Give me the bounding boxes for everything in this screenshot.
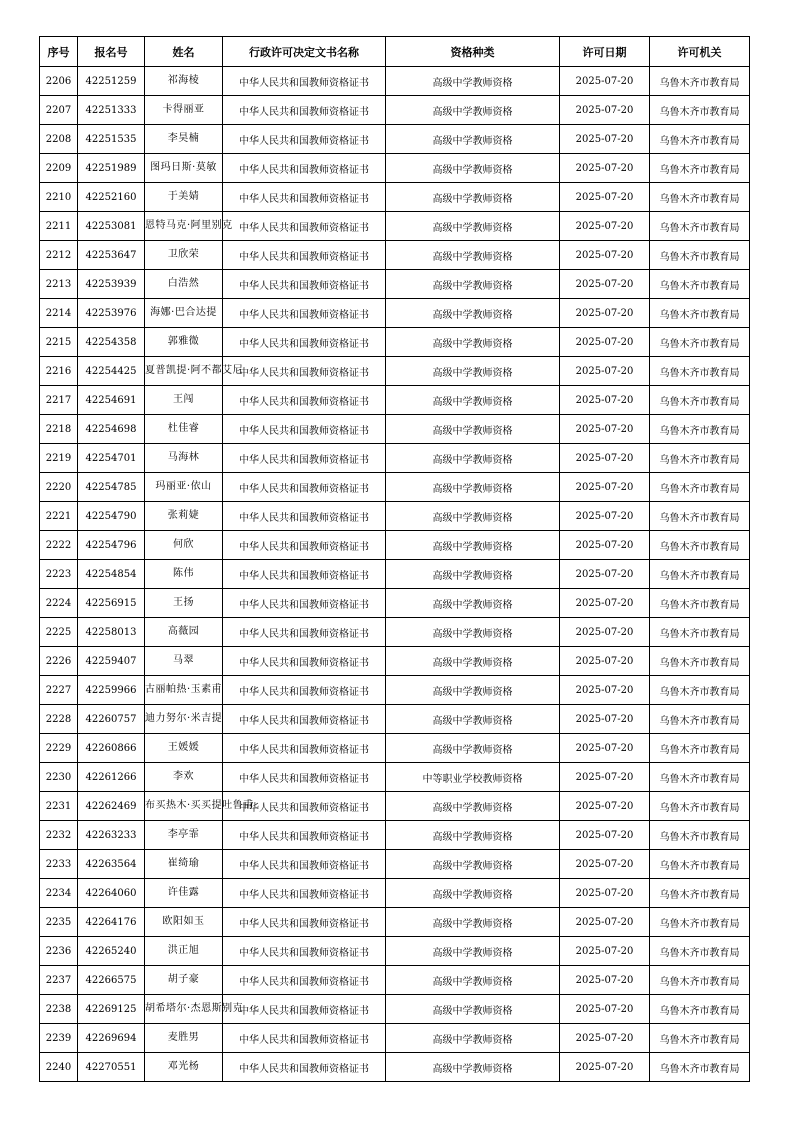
cell-license-authority: 乌鲁木齐市教育局 — [650, 676, 750, 705]
cell-registration-number: 42258013 — [78, 618, 145, 647]
cell-license-date: 2025-07-20 — [560, 473, 650, 502]
cell-license-date: 2025-07-20 — [560, 589, 650, 618]
cell-index: 2233 — [40, 850, 78, 879]
cell-name: 恩特马克·阿里别克 — [145, 212, 223, 241]
cell-license-authority: 乌鲁木齐市教育局 — [650, 1024, 750, 1053]
table-row — [40, 531, 750, 560]
cell-qualification-type: 高级中学教师资格 — [386, 618, 560, 647]
table-row — [40, 357, 750, 386]
cell-name: 胡希塔尔·杰恩斯别克 — [145, 995, 223, 1024]
cell-name: 夏普凯提·阿不都艾尼 — [145, 357, 223, 386]
cell-document-name: 中华人民共和国教师资格证书 — [223, 183, 386, 212]
cell-name: 张莉婕 — [145, 502, 223, 531]
cell-name: 古丽帕热·玉素甫 — [145, 676, 223, 705]
cell-license-authority: 乌鲁木齐市教育局 — [650, 705, 750, 734]
table-row — [40, 821, 750, 850]
cell-license-date: 2025-07-20 — [560, 995, 650, 1024]
cell-registration-number: 42264176 — [78, 908, 145, 937]
cell-name: 王扬 — [145, 589, 223, 618]
cell-index: 2227 — [40, 676, 78, 705]
cell-qualification-type: 高级中学教师资格 — [386, 67, 560, 96]
table-row — [40, 560, 750, 589]
cell-qualification-type: 高级中学教师资格 — [386, 183, 560, 212]
table-row — [40, 763, 750, 792]
cell-qualification-type: 高级中学教师资格 — [386, 995, 560, 1024]
table-row — [40, 154, 750, 183]
cell-license-date: 2025-07-20 — [560, 1024, 650, 1053]
table-row — [40, 705, 750, 734]
cell-registration-number: 42266575 — [78, 966, 145, 995]
cell-document-name: 中华人民共和国教师资格证书 — [223, 125, 386, 154]
cell-index: 2209 — [40, 154, 78, 183]
cell-license-authority: 乌鲁木齐市教育局 — [650, 212, 750, 241]
cell-name: 布买热木·买买提吐鲁甫 — [145, 792, 223, 821]
cell-document-name: 中华人民共和国教师资格证书 — [223, 299, 386, 328]
cell-index: 2231 — [40, 792, 78, 821]
cell-license-date: 2025-07-20 — [560, 299, 650, 328]
cell-registration-number: 42254358 — [78, 328, 145, 357]
cell-registration-number: 42254854 — [78, 560, 145, 589]
cell-qualification-type: 高级中学教师资格 — [386, 212, 560, 241]
table-row — [40, 1024, 750, 1053]
cell-registration-number: 42254425 — [78, 357, 145, 386]
cell-document-name: 中华人民共和国教师资格证书 — [223, 879, 386, 908]
cell-index: 2216 — [40, 357, 78, 386]
cell-name: 陈伟 — [145, 560, 223, 589]
cell-document-name: 中华人民共和国教师资格证书 — [223, 676, 386, 705]
cell-document-name: 中华人民共和国教师资格证书 — [223, 386, 386, 415]
table-row — [40, 734, 750, 763]
cell-name: 杜佳睿 — [145, 415, 223, 444]
cell-index: 2222 — [40, 531, 78, 560]
cell-license-date: 2025-07-20 — [560, 386, 650, 415]
cell-license-authority: 乌鲁木齐市教育局 — [650, 473, 750, 502]
cell-document-name: 中华人民共和国教师资格证书 — [223, 270, 386, 299]
table-row — [40, 618, 750, 647]
cell-license-authority: 乌鲁木齐市教育局 — [650, 821, 750, 850]
cell-license-date: 2025-07-20 — [560, 96, 650, 125]
cell-document-name: 中华人民共和国教师资格证书 — [223, 96, 386, 125]
cell-registration-number: 42251989 — [78, 154, 145, 183]
cell-index: 2219 — [40, 444, 78, 473]
cell-license-authority: 乌鲁木齐市教育局 — [650, 647, 750, 676]
table-row — [40, 241, 750, 270]
table-header-row — [40, 37, 750, 67]
cell-index: 2234 — [40, 879, 78, 908]
table-row — [40, 937, 750, 966]
cell-name: 图玛日斯·莫敏 — [145, 154, 223, 183]
cell-qualification-type: 高级中学教师资格 — [386, 850, 560, 879]
cell-name: 祁海棱 — [145, 67, 223, 96]
cell-name: 迪力努尔·米吉提 — [145, 705, 223, 734]
table-row — [40, 386, 750, 415]
cell-license-authority: 乌鲁木齐市教育局 — [650, 502, 750, 531]
table-row — [40, 1053, 750, 1082]
cell-document-name: 中华人民共和国教师资格证书 — [223, 589, 386, 618]
cell-license-date: 2025-07-20 — [560, 415, 650, 444]
cell-name: 高薇园 — [145, 618, 223, 647]
cell-license-date: 2025-07-20 — [560, 647, 650, 676]
cell-license-date: 2025-07-20 — [560, 821, 650, 850]
table-row — [40, 270, 750, 299]
cell-registration-number: 42269125 — [78, 995, 145, 1024]
cell-license-date: 2025-07-20 — [560, 705, 650, 734]
cell-document-name: 中华人民共和国教师资格证书 — [223, 357, 386, 386]
cell-name: 白浩然 — [145, 270, 223, 299]
cell-name: 胡子豪 — [145, 966, 223, 995]
cell-document-name: 中华人民共和国教师资格证书 — [223, 444, 386, 473]
cell-license-date: 2025-07-20 — [560, 357, 650, 386]
cell-document-name: 中华人民共和国教师资格证书 — [223, 415, 386, 444]
cell-qualification-type: 高级中学教师资格 — [386, 1053, 560, 1082]
cell-document-name: 中华人民共和国教师资格证书 — [223, 792, 386, 821]
cell-registration-number: 42253976 — [78, 299, 145, 328]
cell-document-name: 中华人民共和国教师资格证书 — [223, 850, 386, 879]
table-row — [40, 67, 750, 96]
cell-index: 2223 — [40, 560, 78, 589]
cell-registration-number: 42251333 — [78, 96, 145, 125]
cell-name: 马翠 — [145, 647, 223, 676]
table-body — [40, 67, 750, 1082]
cell-index: 2226 — [40, 647, 78, 676]
cell-license-date: 2025-07-20 — [560, 560, 650, 589]
table-row — [40, 125, 750, 154]
cell-license-date: 2025-07-20 — [560, 879, 650, 908]
table-row — [40, 676, 750, 705]
table-row — [40, 415, 750, 444]
cell-license-authority: 乌鲁木齐市教育局 — [650, 763, 750, 792]
cell-document-name: 中华人民共和国教师资格证书 — [223, 154, 386, 183]
cell-license-date: 2025-07-20 — [560, 328, 650, 357]
cell-license-authority: 乌鲁木齐市教育局 — [650, 183, 750, 212]
cell-license-date: 2025-07-20 — [560, 763, 650, 792]
col-header-qualification-type: 资格种类 — [386, 37, 560, 67]
cell-qualification-type: 中等职业学校教师资格 — [386, 763, 560, 792]
cell-qualification-type: 高级中学教师资格 — [386, 299, 560, 328]
cell-registration-number: 42253939 — [78, 270, 145, 299]
cell-index: 2214 — [40, 299, 78, 328]
cell-index: 2208 — [40, 125, 78, 154]
cell-document-name: 中华人民共和国教师资格证书 — [223, 1024, 386, 1053]
cell-license-authority: 乌鲁木齐市教育局 — [650, 125, 750, 154]
cell-license-date: 2025-07-20 — [560, 67, 650, 96]
col-header-registration-number: 报名号 — [78, 37, 145, 67]
document-page — [39, 36, 750, 1082]
cell-name: 王媛媛 — [145, 734, 223, 763]
col-header-name: 姓名 — [145, 37, 223, 67]
cell-document-name: 中华人民共和国教师资格证书 — [223, 67, 386, 96]
cell-name: 卫欣荣 — [145, 241, 223, 270]
cell-index: 2225 — [40, 618, 78, 647]
cell-license-authority: 乌鲁木齐市教育局 — [650, 879, 750, 908]
cell-index: 2239 — [40, 1024, 78, 1053]
cell-license-authority: 乌鲁木齐市教育局 — [650, 96, 750, 125]
cell-license-authority: 乌鲁木齐市教育局 — [650, 589, 750, 618]
cell-document-name: 中华人民共和国教师资格证书 — [223, 531, 386, 560]
cell-qualification-type: 高级中学教师资格 — [386, 560, 560, 589]
cell-index: 2220 — [40, 473, 78, 502]
cell-name: 何欣 — [145, 531, 223, 560]
cell-registration-number: 42254698 — [78, 415, 145, 444]
cell-registration-number: 42260866 — [78, 734, 145, 763]
cell-license-authority: 乌鲁木齐市教育局 — [650, 966, 750, 995]
cell-document-name: 中华人民共和国教师资格证书 — [223, 763, 386, 792]
cell-license-authority: 乌鲁木齐市教育局 — [650, 386, 750, 415]
cell-index: 2211 — [40, 212, 78, 241]
cell-registration-number: 42256915 — [78, 589, 145, 618]
cell-document-name: 中华人民共和国教师资格证书 — [223, 241, 386, 270]
cell-license-date: 2025-07-20 — [560, 1053, 650, 1082]
cell-name: 李昊楠 — [145, 125, 223, 154]
cell-license-authority: 乌鲁木齐市教育局 — [650, 531, 750, 560]
cell-registration-number: 42254790 — [78, 502, 145, 531]
cell-document-name: 中华人民共和国教师资格证书 — [223, 502, 386, 531]
cell-document-name: 中华人民共和国教师资格证书 — [223, 995, 386, 1024]
cell-name: 郭雅微 — [145, 328, 223, 357]
cell-license-authority: 乌鲁木齐市教育局 — [650, 908, 750, 937]
cell-license-date: 2025-07-20 — [560, 241, 650, 270]
table-row — [40, 299, 750, 328]
cell-license-authority: 乌鲁木齐市教育局 — [650, 328, 750, 357]
cell-index: 2237 — [40, 966, 78, 995]
cell-license-authority: 乌鲁木齐市教育局 — [650, 241, 750, 270]
cell-license-authority: 乌鲁木齐市教育局 — [650, 444, 750, 473]
cell-qualification-type: 高级中学教师资格 — [386, 357, 560, 386]
cell-license-authority: 乌鲁木齐市教育局 — [650, 270, 750, 299]
cell-document-name: 中华人民共和国教师资格证书 — [223, 937, 386, 966]
col-header-license-date: 许可日期 — [560, 37, 650, 67]
cell-qualification-type: 高级中学教师资格 — [386, 270, 560, 299]
cell-name: 李亭霏 — [145, 821, 223, 850]
cell-index: 2213 — [40, 270, 78, 299]
cell-license-date: 2025-07-20 — [560, 183, 650, 212]
license-table — [39, 36, 750, 1082]
cell-registration-number: 42261266 — [78, 763, 145, 792]
cell-registration-number: 42252160 — [78, 183, 145, 212]
cell-license-date: 2025-07-20 — [560, 618, 650, 647]
cell-document-name: 中华人民共和国教师资格证书 — [223, 473, 386, 502]
table-row — [40, 212, 750, 241]
cell-index: 2221 — [40, 502, 78, 531]
cell-index: 2217 — [40, 386, 78, 415]
cell-license-date: 2025-07-20 — [560, 676, 650, 705]
cell-name: 海娜·巴合达提 — [145, 299, 223, 328]
cell-document-name: 中华人民共和国教师资格证书 — [223, 212, 386, 241]
cell-license-authority: 乌鲁木齐市教育局 — [650, 792, 750, 821]
table-row — [40, 995, 750, 1024]
table-row — [40, 879, 750, 908]
cell-license-authority: 乌鲁木齐市教育局 — [650, 618, 750, 647]
cell-license-authority: 乌鲁木齐市教育局 — [650, 1053, 750, 1082]
cell-license-date: 2025-07-20 — [560, 444, 650, 473]
table-row — [40, 96, 750, 125]
cell-registration-number: 42262469 — [78, 792, 145, 821]
cell-license-date: 2025-07-20 — [560, 154, 650, 183]
cell-registration-number: 42253647 — [78, 241, 145, 270]
cell-qualification-type: 高级中学教师资格 — [386, 908, 560, 937]
cell-name: 李欢 — [145, 763, 223, 792]
cell-qualification-type: 高级中学教师资格 — [386, 531, 560, 560]
cell-qualification-type: 高级中学教师资格 — [386, 473, 560, 502]
cell-index: 2229 — [40, 734, 78, 763]
table-row — [40, 792, 750, 821]
cell-registration-number: 42263564 — [78, 850, 145, 879]
cell-registration-number: 42253081 — [78, 212, 145, 241]
cell-name: 欧阳如玉 — [145, 908, 223, 937]
cell-qualification-type: 高级中学教师资格 — [386, 734, 560, 763]
cell-name: 于美婧 — [145, 183, 223, 212]
cell-document-name: 中华人民共和国教师资格证书 — [223, 705, 386, 734]
cell-qualification-type: 高级中学教师资格 — [386, 937, 560, 966]
cell-index: 2235 — [40, 908, 78, 937]
cell-index: 2218 — [40, 415, 78, 444]
cell-qualification-type: 高级中学教师资格 — [386, 502, 560, 531]
cell-index: 2230 — [40, 763, 78, 792]
cell-name: 洪正旭 — [145, 937, 223, 966]
cell-registration-number: 42259966 — [78, 676, 145, 705]
cell-name: 崔绮瑜 — [145, 850, 223, 879]
cell-registration-number: 42254796 — [78, 531, 145, 560]
cell-license-authority: 乌鲁木齐市教育局 — [650, 560, 750, 589]
cell-registration-number: 42260757 — [78, 705, 145, 734]
cell-license-date: 2025-07-20 — [560, 212, 650, 241]
cell-registration-number: 42259407 — [78, 647, 145, 676]
cell-name: 马海林 — [145, 444, 223, 473]
cell-document-name: 中华人民共和国教师资格证书 — [223, 734, 386, 763]
cell-license-authority: 乌鲁木齐市教育局 — [650, 154, 750, 183]
cell-registration-number: 42265240 — [78, 937, 145, 966]
cell-license-date: 2025-07-20 — [560, 125, 650, 154]
table-row — [40, 183, 750, 212]
cell-registration-number: 42251535 — [78, 125, 145, 154]
table-row — [40, 589, 750, 618]
cell-license-date: 2025-07-20 — [560, 734, 650, 763]
cell-qualification-type: 高级中学教师资格 — [386, 386, 560, 415]
cell-registration-number: 42254691 — [78, 386, 145, 415]
cell-index: 2215 — [40, 328, 78, 357]
cell-qualification-type: 高级中学教师资格 — [386, 705, 560, 734]
cell-license-date: 2025-07-20 — [560, 502, 650, 531]
col-header-document-name: 行政许可决定文书名称 — [223, 37, 386, 67]
cell-document-name: 中华人民共和国教师资格证书 — [223, 618, 386, 647]
cell-index: 2212 — [40, 241, 78, 270]
cell-qualification-type: 高级中学教师资格 — [386, 1024, 560, 1053]
cell-name: 邓光杨 — [145, 1053, 223, 1082]
cell-license-date: 2025-07-20 — [560, 270, 650, 299]
cell-license-date: 2025-07-20 — [560, 966, 650, 995]
cell-name: 麦胜男 — [145, 1024, 223, 1053]
table-row — [40, 444, 750, 473]
table-row — [40, 502, 750, 531]
cell-name: 王闯 — [145, 386, 223, 415]
cell-registration-number: 42269694 — [78, 1024, 145, 1053]
cell-qualification-type: 高级中学教师资格 — [386, 125, 560, 154]
cell-registration-number: 42263233 — [78, 821, 145, 850]
cell-license-authority: 乌鲁木齐市教育局 — [650, 995, 750, 1024]
cell-qualification-type: 高级中学教师资格 — [386, 821, 560, 850]
cell-license-date: 2025-07-20 — [560, 908, 650, 937]
cell-license-authority: 乌鲁木齐市教育局 — [650, 415, 750, 444]
cell-index: 2206 — [40, 67, 78, 96]
table-row — [40, 850, 750, 879]
cell-qualification-type: 高级中学教师资格 — [386, 792, 560, 821]
cell-license-date: 2025-07-20 — [560, 850, 650, 879]
cell-qualification-type: 高级中学教师资格 — [386, 589, 560, 618]
cell-document-name: 中华人民共和国教师资格证书 — [223, 647, 386, 676]
cell-license-date: 2025-07-20 — [560, 937, 650, 966]
cell-document-name: 中华人民共和国教师资格证书 — [223, 560, 386, 589]
table-row — [40, 473, 750, 502]
cell-index: 2210 — [40, 183, 78, 212]
cell-index: 2240 — [40, 1053, 78, 1082]
cell-qualification-type: 高级中学教师资格 — [386, 676, 560, 705]
cell-document-name: 中华人民共和国教师资格证书 — [223, 1053, 386, 1082]
cell-registration-number: 42264060 — [78, 879, 145, 908]
cell-registration-number: 42254701 — [78, 444, 145, 473]
cell-license-authority: 乌鲁木齐市教育局 — [650, 937, 750, 966]
cell-registration-number: 42270551 — [78, 1053, 145, 1082]
cell-qualification-type: 高级中学教师资格 — [386, 154, 560, 183]
col-header-license-authority: 许可机关 — [650, 37, 750, 67]
cell-name: 卡得丽亚 — [145, 96, 223, 125]
cell-qualification-type: 高级中学教师资格 — [386, 444, 560, 473]
cell-license-authority: 乌鲁木齐市教育局 — [650, 299, 750, 328]
table-row — [40, 966, 750, 995]
cell-license-authority: 乌鲁木齐市教育局 — [650, 734, 750, 763]
cell-license-authority: 乌鲁木齐市教育局 — [650, 357, 750, 386]
cell-document-name: 中华人民共和国教师资格证书 — [223, 908, 386, 937]
cell-qualification-type: 高级中学教师资格 — [386, 241, 560, 270]
table-row — [40, 908, 750, 937]
cell-qualification-type: 高级中学教师资格 — [386, 415, 560, 444]
cell-index: 2228 — [40, 705, 78, 734]
cell-document-name: 中华人民共和国教师资格证书 — [223, 966, 386, 995]
col-header-index: 序号 — [40, 37, 78, 67]
cell-registration-number: 42251259 — [78, 67, 145, 96]
cell-registration-number: 42254785 — [78, 473, 145, 502]
cell-qualification-type: 高级中学教师资格 — [386, 328, 560, 357]
cell-qualification-type: 高级中学教师资格 — [386, 879, 560, 908]
cell-license-date: 2025-07-20 — [560, 792, 650, 821]
cell-index: 2232 — [40, 821, 78, 850]
cell-document-name: 中华人民共和国教师资格证书 — [223, 821, 386, 850]
cell-index: 2238 — [40, 995, 78, 1024]
table-row — [40, 647, 750, 676]
cell-qualification-type: 高级中学教师资格 — [386, 966, 560, 995]
cell-document-name: 中华人民共和国教师资格证书 — [223, 328, 386, 357]
cell-name: 许佳露 — [145, 879, 223, 908]
cell-license-authority: 乌鲁木齐市教育局 — [650, 850, 750, 879]
cell-index: 2236 — [40, 937, 78, 966]
cell-license-date: 2025-07-20 — [560, 531, 650, 560]
cell-qualification-type: 高级中学教师资格 — [386, 647, 560, 676]
cell-index: 2224 — [40, 589, 78, 618]
cell-index: 2207 — [40, 96, 78, 125]
table-row — [40, 328, 750, 357]
cell-name: 玛丽亚·依山 — [145, 473, 223, 502]
cell-qualification-type: 高级中学教师资格 — [386, 96, 560, 125]
cell-license-authority: 乌鲁木齐市教育局 — [650, 67, 750, 96]
